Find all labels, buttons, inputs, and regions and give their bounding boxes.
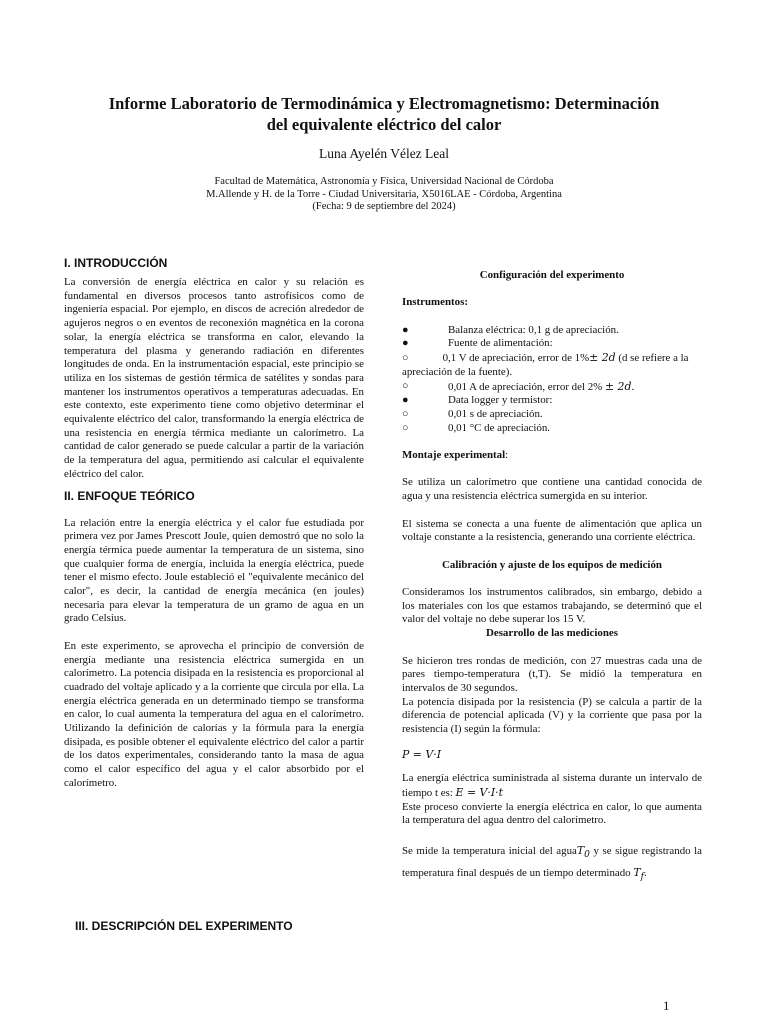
list-item [402, 394, 702, 408]
list-item-text: Data logger y termistor: [448, 394, 553, 407]
list-item-text: Fuente de alimentación: [448, 337, 553, 350]
paper-date: (Fecha: 9 de septiembre del 2024) [312, 201, 456, 212]
paper-title [60, 93, 708, 135]
desarrollo-paragraph-5-text-c: . [644, 866, 647, 879]
bullet-icon: ● [402, 323, 409, 336]
symbol-tf-sub: f [640, 872, 644, 883]
right-column [402, 269, 702, 886]
intro-paragraph: La conversión de energía eléctrica en calor y su relación es fundamental en diversos procesos tanto astrofísicos como de ingeniería espacial. Por ejemplo, en discos de acreción alrededor de agujeros negros o en eventos de reconexión magnética en la corona solar, la energía eléctrica se transforma en calor, elevando la temperatura del plasma y generando radiación en diferentes longitudes de onda. En la instrumentación espacial, este principio se utiliza en los sistemas de gestión térmica de satélites y sondas para mantener los instrumentos operativos a temperaturas adecuadas. En este contexto, este experimento tiene como objetivo determinar el equivalente eléctrico del calor, transformando la energía eléctrica de una resistencia en energía térmica mediante un calorímetro. La cantidad de calor generado se puede calcular a partir de la variación de la temperatura del agua, permitiendo así calcular el equivalente eléctrico del calor. [64, 276, 364, 480]
title-line-1: Informe Laboratorio de Termodinámica y Electromagnetismo: Determinación [108, 94, 660, 113]
bullet-icon: ● [402, 394, 409, 407]
circle-bullet-icon: ○ [402, 408, 409, 420]
math-plus-minus: ± 2d [589, 351, 616, 365]
circle-bullet-icon: ○ [402, 352, 409, 365]
left-column [64, 255, 364, 791]
montaje-heading: Montaje experimental [402, 449, 506, 462]
list-item-text: 0,1 V de apreciación, error de 1% [442, 352, 590, 365]
montaje-paragraph-1: Se utiliza un calorímetro que contiene una cantidad conocida de agua y una resistencia eléctrica sumergida en su interior. [402, 476, 702, 503]
list-item-text: 0,01 A de apreciación, error del 2% [448, 380, 605, 393]
list-item [402, 408, 702, 422]
formula-energia: E = V·I·t [455, 785, 504, 799]
affiliation [60, 176, 708, 214]
section-heading-introduccion: I. INTRODUCCIÓN [64, 256, 168, 270]
list-item [402, 337, 702, 351]
circle-bullet-icon: ○ [402, 379, 409, 392]
list-item-text-tail: . [631, 380, 635, 393]
list-item-text: 0,01 s de apreciación. [448, 408, 543, 420]
circle-bullet-icon: ○ [402, 421, 409, 434]
theory-paragraph-1: La relación entre la energía eléctrica y el calor fue estudiada por primera vez por James Prescott Joule, quien demostró que no solo la energía térmica puede aumentar la temperatura de un sistema, sino que cualquier forma de energía, incluida la energía eléctrica, puede tener el mismo efecto. Joule estableció el "equivalente mecánico del calor", es decir, la cantidad de energía mecánica (en joules) necesaria para elevar la temperatura de un gramo de agua en un grado Celsius. [64, 516, 364, 625]
list-item [402, 351, 702, 379]
desarrollo-heading: Desarrollo de las mediciones [486, 627, 618, 640]
bullet-icon: ● [402, 337, 409, 350]
montaje-paragraph-2: El sistema se conecta a una fuente de alimentación que aplica un voltaje constante a la resistencia, generando una corriente eléctrica. [402, 517, 702, 544]
symbol-t0 [576, 843, 590, 860]
desarrollo-paragraph-3-text: La energía eléctrica suministrada al sistema durante un intervalo de tiempo t es: [402, 772, 702, 799]
montaje-colon: : [505, 449, 509, 462]
symbol-t0-base: T [576, 843, 585, 857]
affiliation-line-1: Facultad de Matemática, Astronomía y Física, Universidad Nacional de Córdoba [214, 176, 554, 187]
symbol-tf-base: T [633, 865, 641, 879]
formula-potencia: P = V·I [402, 747, 442, 761]
list-item-text: 0,01 °C de apreciación. [448, 421, 551, 434]
page-number: 1 [663, 998, 670, 1013]
list-item [402, 380, 702, 395]
config-heading: Configuración del experimento [479, 269, 625, 281]
calibracion-paragraph: Consideramos los instrumentos calibrados, sin embargo, debido a los materiales con los que estamos trabajando, se determinó que el valor del voltaje no debe superar los 15 V. [402, 586, 702, 626]
desarrollo-paragraph-3 [402, 772, 702, 800]
list-item-text-tail: (d se refiere a la apreciación de la fuente). [402, 352, 689, 378]
symbol-tf [633, 865, 644, 883]
desarrollo-paragraph-5-text-b: y se sigue registrando la temperatura final después de un tiempo determinado [402, 844, 702, 879]
instruments-list [402, 324, 702, 436]
author-name: Luna Ayelén Vélez Leal [318, 146, 450, 161]
title-line-2: del equivalente eléctrico del calor [266, 115, 502, 134]
desarrollo-paragraph-5 [402, 842, 702, 886]
section-heading-descripcion: III. DESCRIPCIÓN DEL EXPERIMENTO [75, 919, 293, 933]
list-item-text: Balanza eléctrica: 0,1 g de apreciación. [448, 323, 619, 336]
list-item [402, 324, 702, 338]
math-plus-minus: ± 2d [604, 379, 632, 393]
list-item [402, 422, 702, 436]
montaje-heading-line [402, 449, 702, 463]
affiliation-line-2: M.Allende y H. de la Torre - Ciudad Universitaria, X5016LAE - Córdoba, Argentina [206, 188, 562, 200]
desarrollo-paragraph-4: Este proceso convierte la energía eléctrica en calor, lo que aumenta la temperatura del agua dentro del calorímetro. [402, 800, 702, 827]
calibracion-heading: Calibración y ajuste de los equipos de medición [442, 558, 662, 571]
desarrollo-paragraph-2: La potencia disipada por la resistencia (P) se calcula a partir de la diferencia de potencial aplicada (V) y la corriente que pasa por la resistencia (I) según la fórmula: [402, 695, 702, 736]
theory-paragraph-2: En este experimento, se aprovecha el principio de conversión de energía mediante una resistencia eléctrica sumergida en un calorímetro. La potencia disipada en la resistencia es proporcional al cuadrado del voltaje aplicado y a la corriente que circula por ella. La energía eléctrica generada en un determinado tiempo se transforma en calor, lo cual aumenta la temperatura del agua en el calorímetro. Utilizando la definición de calorías y la fórmula para la energía disipada, es posible obtener el equivalente eléctrico del calor a partir de los datos experimentales, considerando tanto la masa de agua como el calor específico del agua y el calor absorbido por el calorímetro. [64, 639, 364, 789]
symbol-t0-sub: 0 [584, 849, 590, 860]
desarrollo-paragraph-5-text-a: Se mide la temperatura inicial del agua [402, 844, 577, 857]
section-heading-enfoque-teorico: II. ENFOQUE TEÓRICO [64, 488, 195, 503]
instruments-heading: Instrumentos: [402, 296, 468, 309]
desarrollo-paragraph-1: Se hicieron tres rondas de medición, con 27 muestras cada una de pares tiempo-temperatura (t,T). Se midió la temperatura en intervalos de 30 segundos. [402, 654, 702, 694]
